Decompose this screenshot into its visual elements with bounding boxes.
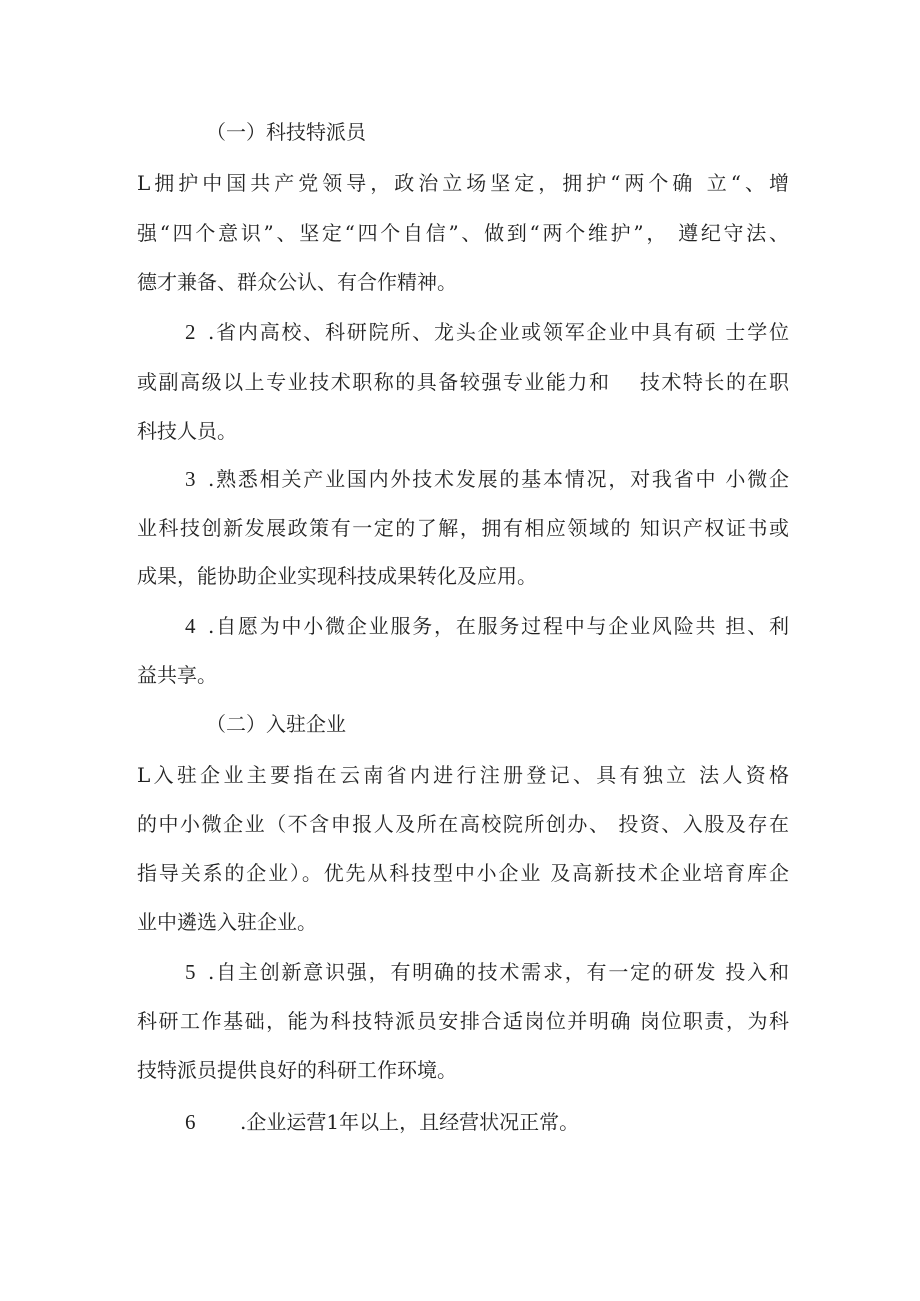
paragraph-line: .企业运营1年以上，且经营状况正常。 bbox=[240, 1110, 580, 1134]
paragraph-line: .自主创新意识强，有明确的技术需求，有一定的研发 投入和 bbox=[208, 960, 789, 984]
item-number: 2 bbox=[185, 320, 196, 344]
section-heading-tech-commissioner: （一）科技特派员 bbox=[206, 120, 366, 144]
paragraph-line: 强“四个意识”、坚定“四个自信”、做到“两个维护”， 遵纪守法、 bbox=[137, 221, 789, 245]
paragraph-line: L拥护中国共产党领导，政治立场坚定，拥护“两个确 立“、增 bbox=[137, 171, 789, 195]
paragraph-line: 科技人员。 bbox=[137, 419, 237, 443]
paragraph-line: 业中遴选入驻企业。 bbox=[137, 910, 317, 934]
item-number: 6 bbox=[185, 1110, 196, 1134]
paragraph-line: L入驻企业主要指在云南省内进行注册登记、具有独立 法人资格 bbox=[137, 763, 789, 787]
item-number: 3 bbox=[185, 467, 196, 491]
paragraph-line: 的中小微企业（不含申报人及所在高校院所创办、 投资、入股及存在 bbox=[137, 812, 789, 836]
paragraph-line: 技特派员提供良好的科研工作环境。 bbox=[137, 1058, 457, 1082]
item-number: 4 bbox=[185, 614, 196, 638]
paragraph-line: 益共享。 bbox=[137, 663, 217, 687]
paragraph-line: 指导关系的企业）。优先从科技型中小企业 及高新技术企业培育库企 bbox=[137, 861, 789, 885]
paragraph-line: 科研工作基础，能为科技特派员安排合适岗位并明确 岗位职责，为科 bbox=[137, 1009, 789, 1033]
paragraph-line: 成果，能协助企业实现科技成果转化及应用。 bbox=[137, 564, 537, 588]
paragraph-line: 业科技创新发展政策有一定的了解，拥有相应领域的 知识产权证书或 bbox=[137, 516, 789, 540]
paragraph-line: 或副高级以上专业技术职称的具备较强专业能力和 技术特长的在职 bbox=[137, 370, 789, 394]
item-number: 5 bbox=[185, 960, 196, 984]
section-heading-resident-enterprise: （二）入驻企业 bbox=[206, 712, 346, 736]
paragraph-line: .熟悉相关产业国内外技术发展的基本情况，对我省中 小微企 bbox=[208, 467, 789, 491]
paragraph-line: .省内高校、科研院所、龙头企业或领军企业中具有硕 士学位 bbox=[208, 320, 789, 344]
paragraph-line: 德才兼备、群众公认、有合作精神。 bbox=[137, 270, 457, 294]
paragraph-line: .自愿为中小微企业服务，在服务过程中与企业风险共 担、利 bbox=[208, 614, 789, 638]
